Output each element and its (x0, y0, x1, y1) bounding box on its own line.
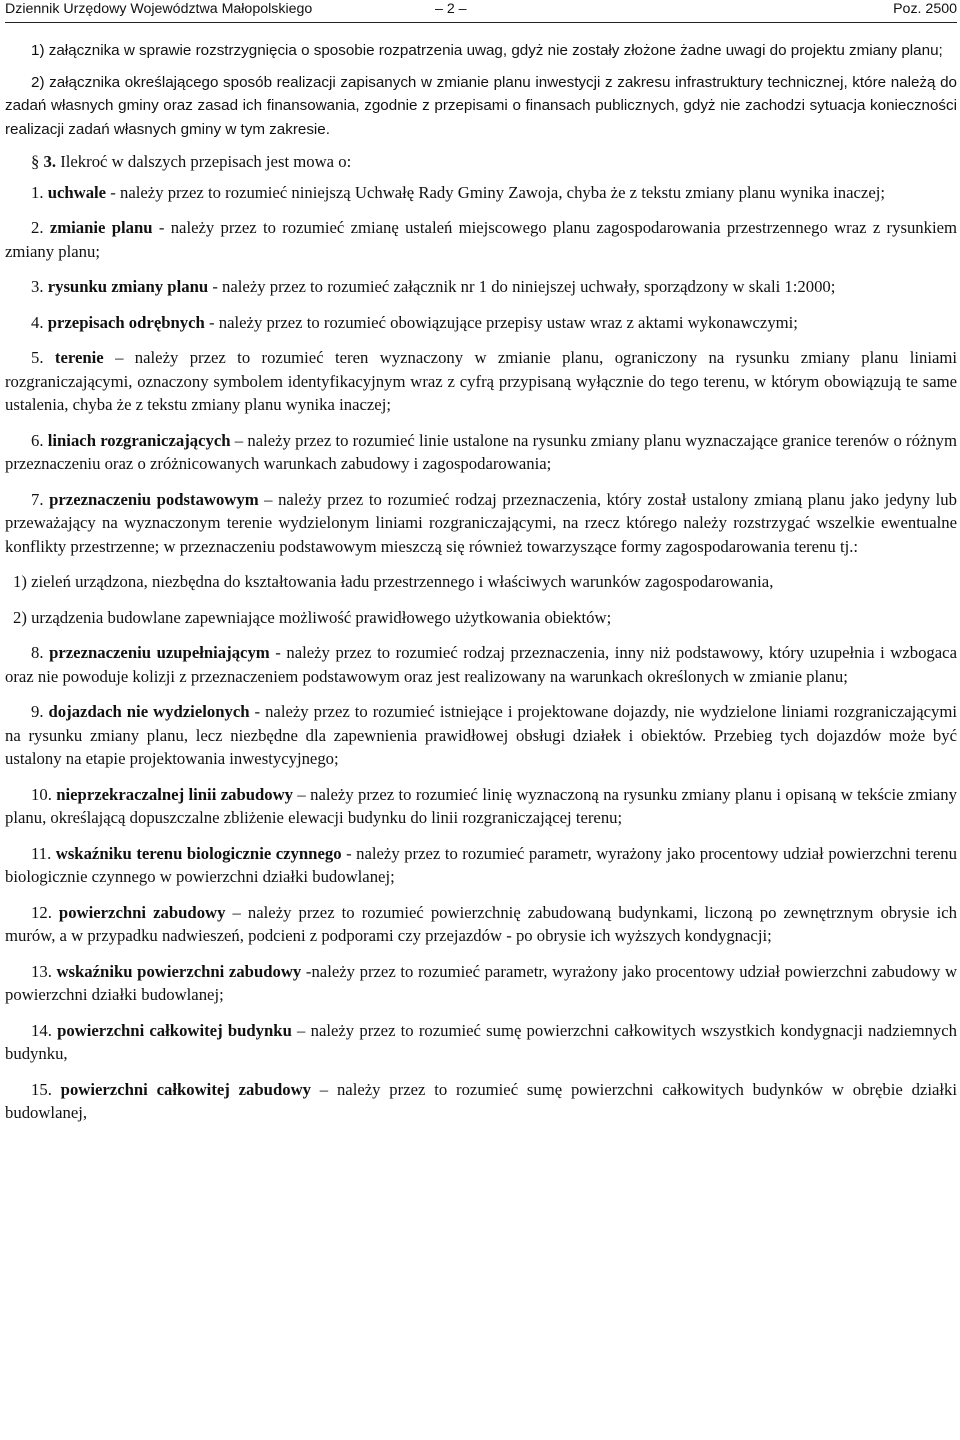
definition-item (5, 842, 957, 889)
definition-item (5, 181, 957, 205)
definition-text: - należy przez to rozumieć obowiązujące przepisy ustaw wraz z aktami wykonawczymi; (204, 312, 798, 332)
definition-number: 1. (31, 182, 44, 202)
definition-number: 14. (31, 1020, 52, 1040)
definition-number: 10. (31, 784, 52, 804)
position-number: Poz. 2500 (893, 1, 957, 17)
intro-item-1: 1) załącznika w sprawie rozstrzygnięcia o sposobie rozpatrzenia uwag, gdyż nie zostały złożone żadne uwagi do projektu zmiany planu; (31, 42, 943, 59)
definition-number: 11. (31, 843, 52, 863)
definition-term: powierzchni całkowitej zabudowy (60, 1079, 311, 1099)
definition-number: 4. (31, 312, 44, 332)
definition-number: 2. (31, 218, 44, 237)
definition-term: terenie (54, 348, 104, 367)
definition-item (5, 700, 957, 771)
definition-text: - należy przez to rozumieć rodzaj przeznaczenia, inny niż podstawowy, który uzupełnia i wzbogaca oraz nie powoduje kolizji z przeznaczeniem podstawowym oraz jest realizowany na warunkach określonych w zmianie planu; (5, 643, 957, 686)
definition-term: rysunku zmiany planu (47, 277, 209, 296)
definition-term: przeznaczeniu podstawowym (49, 489, 259, 509)
definition-text: - należy przez to rozumieć istniejące i projektowane dojazdy, nie wydzielone liniami rozgraniczającymi na rysunku zmiany planu, lecz niezbędne dla zapewnienia prawidłowej obsługi działek i obiektów. Przebieg tych dojazdów może być ustalony na etapie projektowania inwestycyjnego; (5, 702, 958, 768)
section-symbol: § (31, 152, 40, 171)
definition-term: przeznaczeniu uzupełniającym (49, 643, 270, 662)
intro-item-2: 2) załącznika określającego sposób realizacji zapisanych w zmianie planu inwestycji z zakresu infrastruktury technicznej, które należą do zadań własnych gminy oraz zasad ich finansowania, zgodnie z przepisami o finansach publicznych, gdyż nie zachodzi sytuacja konieczności realizacji zadań własnych gminy w tym zakresie. (5, 73, 957, 138)
page-header (5, 0, 957, 23)
section-number: 3. (43, 152, 57, 171)
definition-text: – należy przez to rozumieć sumę powierzchni całkowitych budynków w obrębie działki budowlanej, (5, 1079, 957, 1122)
definition-term: powierzchni zabudowy (58, 902, 226, 922)
definition-text: -należy przez to rozumieć parametr, wyrażony jako procentowy udział powierzchni zabudowy w powierzchni działki budowlanej; (5, 961, 957, 1004)
definition-item (5, 275, 957, 299)
definition-item (5, 429, 957, 476)
definition-item (5, 346, 957, 417)
definition-term: powierzchni całkowitej budynku (57, 1020, 292, 1040)
definition-term: nieprzekraczalnej linii zabudowy (56, 784, 294, 804)
definition-number: 8. (31, 643, 44, 662)
definition-text: - należy przez to rozumieć niniejszą Uchwałę Rady Gminy Zawoja, chyba że z tekstu zmiany planu wynika inaczej; (106, 182, 885, 202)
definition-item (5, 488, 957, 559)
definition-number: 3. (31, 277, 44, 296)
definition-item (5, 960, 957, 1007)
definition-term: wskaźniku powierzchni zabudowy (56, 961, 302, 981)
definition-term: dojazdach nie wydzielonych (48, 702, 250, 721)
definition-number: 13. (31, 961, 52, 981)
definition-text: - należy przez to rozumieć załącznik nr 1 do niniejszej uchwały, sporządzony w skali 1:2000; (208, 277, 836, 296)
definition-item (5, 901, 957, 948)
definition-item (5, 1019, 957, 1066)
definition-item (5, 1078, 957, 1125)
definition-text: – należy przez to rozumieć teren wyznaczony w zmianie planu, ograniczony na rysunku zmiany planu liniami rozgraniczającymi, oznaczony symbolem identyfikacyjnym wraz z cyfrą przypisaną wyłącznie do tego terenu, w którym obowiązują te same ustalenia, chyba że z tekstu zmiany planu wynika inaczej; (5, 348, 957, 414)
definition-item (5, 641, 957, 688)
definition-7-subitem: 1) zieleń urządzona, niezbędna do kształtowania ładu przestrzennego i właściwych warunków zagospodarowania, (13, 572, 774, 591)
definition-item (5, 311, 957, 335)
journal-title: Dziennik Urzędowy Województwa Małopolskiego (5, 1, 313, 17)
definition-term: liniach rozgraniczających (47, 430, 231, 450)
definition-text: – należy przez to rozumieć powierzchnię zabudowaną budynkami, liczoną po zewnętrznym obrysie ich murów, a w przypadku nadwieszeń, podcieni z podporami czy przejazdów - po obrysie ich wyższych kondygnacji; (5, 902, 958, 945)
definition-term: przepisach odrębnych (47, 312, 205, 332)
definition-number: 12. (31, 902, 52, 922)
section-3-heading (5, 150, 957, 174)
definition-item (5, 783, 957, 830)
definition-text: – należy przez to rozumieć linię wyznaczoną na rysunku zmiany planu i opisaną w tekście zmiany planu, określającą dopuszczalne zbliżenie elewacji budynku do linii rozgraniczającej terenu; (5, 784, 957, 827)
definition-term: uchwale (47, 182, 107, 202)
definition-number: 15. (31, 1079, 52, 1099)
definition-number: 7. (31, 489, 44, 509)
page-number: – 2 – (435, 1, 467, 17)
definition-text: - należy przez to rozumieć parametr, wyrażony jako procentowy udział powierzchni terenu biologicznie czynnego w powierzchni działki budowlanej; (5, 843, 957, 886)
definition-number: 6. (31, 430, 44, 450)
definition-number: 5. (31, 348, 44, 367)
definition-term: zmianie planu (49, 218, 153, 237)
definition-number: 9. (31, 702, 44, 721)
definition-7-subitem: 2) urządzenia budowlane zapewniające możliwość prawidłowego użytkowania obiektów; (13, 607, 612, 627)
section-3-text: Ilekroć w dalszych przepisach jest mowa o: (60, 152, 352, 171)
definition-text: – należy przez to rozumieć sumę powierzchni całkowitych wszystkich kondygnacji nadziemnych budynku, (5, 1020, 958, 1063)
definition-text: – należy przez to rozumieć linie ustalone na rysunku zmiany planu wyznaczające granice terenów o różnym przeznaczeniu oraz o zróżnicowanych warunkach zabudowy i zagospodarowania; (5, 430, 957, 473)
definition-term: wskaźniku terenu biologicznie czynnego (55, 843, 342, 863)
definition-item (5, 216, 957, 263)
definition-text: – należy przez to rozumieć rodzaj przeznaczenia, który został ustalony zmianą planu jako jedyny lub przeważający na wyznaczonym terenie wydzielonym liniami rozgraniczającymi, na rzecz którego należy rozstrzygać wszelkie ewentualne konflikty przestrzenne; w przeznaczeniu podstawowym mieszczą się również towarzyszące formy zagospodarowania terenu tj.: (5, 489, 957, 556)
definition-text: - należy przez to rozumieć zmianę ustaleń miejscowego planu zagospodarowania przestrzennego wraz z rysunkiem zmiany planu; (5, 218, 957, 261)
